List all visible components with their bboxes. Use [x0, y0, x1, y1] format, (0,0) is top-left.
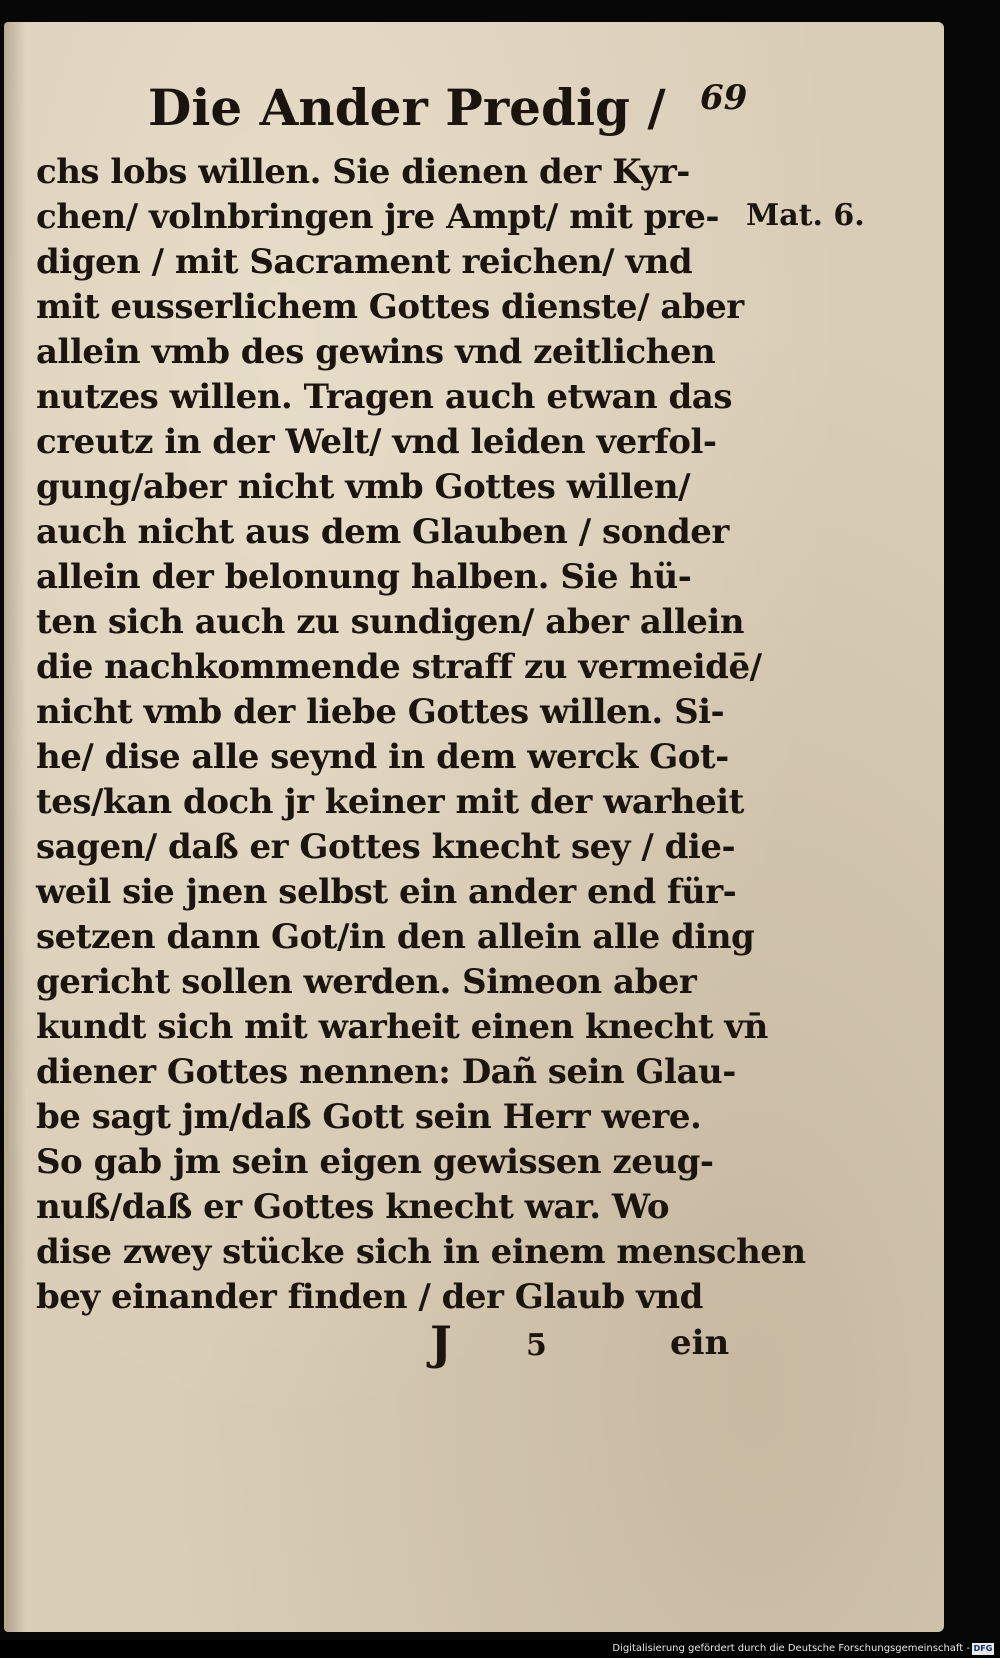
- text-line: mit eusserlichem Gottes dienste/ aber: [36, 287, 744, 327]
- footer-credit: Digitalisierung gefördert durch die Deutsche Forschungsgemeinschaft -: [612, 1643, 970, 1654]
- text-line: he/ dise alle seynd in dem werck Got‑: [36, 737, 729, 777]
- signature-mark: J: [430, 1316, 452, 1370]
- text-line: nicht vmb der liebe Gottes willen. Si‑: [36, 692, 725, 732]
- signature-number: 5: [526, 1328, 547, 1363]
- text-line: creutz in der Welt/ vnd leiden verfol‑: [36, 422, 717, 462]
- text-line: nuß/daß er Gottes knecht war. Wo: [36, 1187, 670, 1227]
- text-line: diener Gottes nennen: Dañ sein Glau‑: [36, 1052, 736, 1092]
- text-line: allein vmb des gewins vnd zeitlichen: [36, 332, 716, 372]
- text-line: weil sie jnen selbst ein ander end für‑: [36, 872, 737, 912]
- text-line: die nachkommende straff zu vermeidē/: [36, 647, 762, 687]
- text-line: ten sich auch zu sundigen/ aber allein: [36, 602, 745, 642]
- signature-row: [430, 1318, 750, 1368]
- folio-number: 69: [700, 78, 748, 118]
- text-line: auch nicht aus dem Glauben / sonder: [36, 512, 729, 552]
- text-line: digen / mit Sacrament reichen/ vnd: [36, 242, 693, 282]
- catchword: ein: [670, 1323, 730, 1363]
- text-line: gung/aber nicht vmb Gottes willen/: [36, 467, 691, 507]
- text-line: dise zwey stücke sich in einem menschen: [36, 1232, 806, 1272]
- margin-note: Mat. 6.: [746, 198, 865, 233]
- text-line: nutzes willen. Tragen auch etwan das: [36, 377, 732, 417]
- text-line: chs lobs willen. Sie dienen der Kyr‑: [36, 152, 690, 192]
- text-line: bey einander finden / der Glaub vnd: [36, 1277, 703, 1317]
- text-line: So gab jm sein eigen gewissen zeug‑: [36, 1142, 714, 1182]
- text-line: be sagt jm/daß Gott sein Herr were.: [36, 1097, 702, 1137]
- text-line: chen/ volnbringen jre Ampt/ mit pre‑: [36, 197, 720, 237]
- text-line: allein der belonung halben. Sie hü‑: [36, 557, 692, 597]
- text-line: kundt sich mit warheit einen knecht vn̄: [36, 1007, 768, 1047]
- text-line: sagen/ daß er Gottes knecht sey / die‑: [36, 827, 736, 867]
- text-line: tes/kan doch jr keiner mit der warheit: [36, 782, 744, 822]
- dfg-logo-icon: DFG: [973, 1644, 993, 1653]
- text-line: setzen dann Got/in den allein alle ding: [36, 917, 755, 957]
- text-line: gericht sollen werden. Simeon aber: [36, 962, 697, 1002]
- running-head: Die Ander Predig /: [148, 78, 666, 137]
